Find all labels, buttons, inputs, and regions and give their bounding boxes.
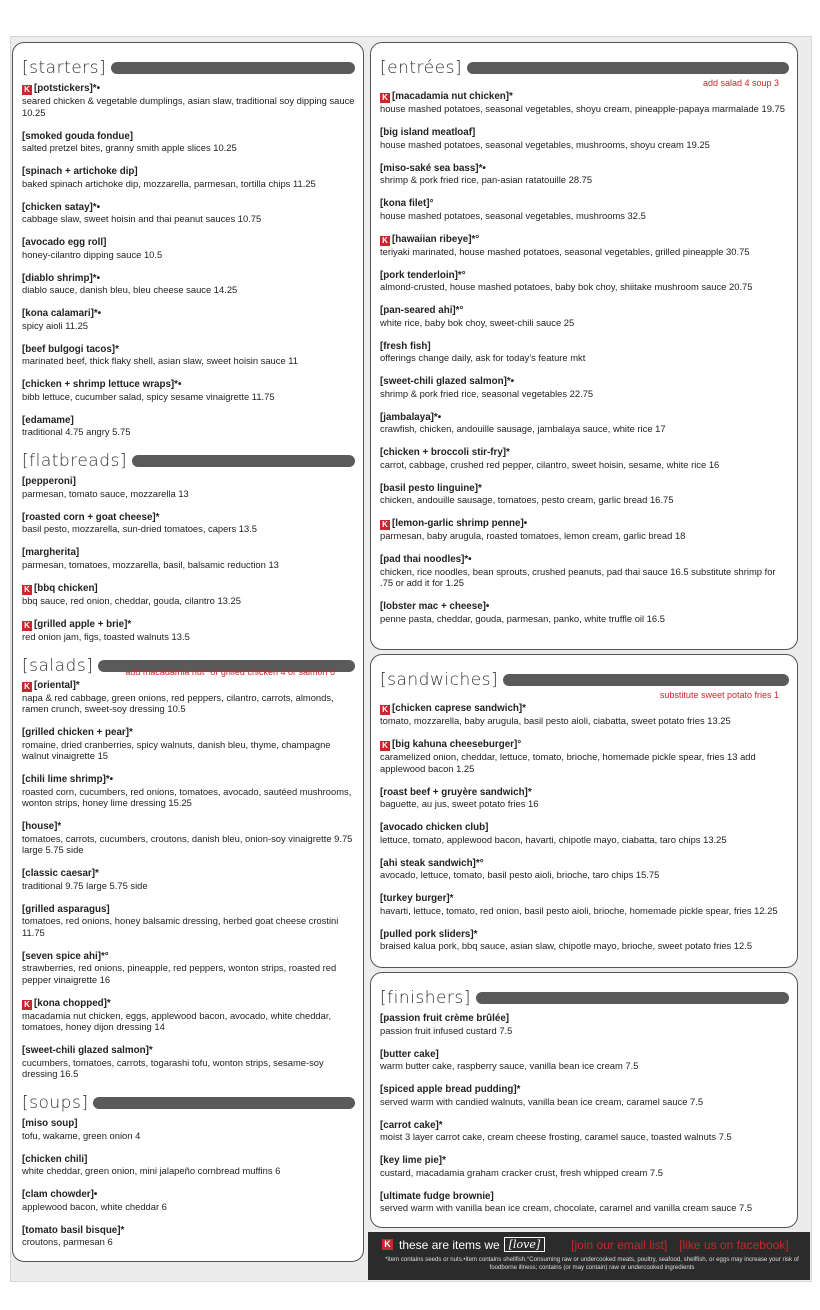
- menu-item-name: [pan-seared ahi]*°: [380, 305, 464, 316]
- menu-item-description: tomatoes, carrots, cucumbers, croutons, danish bleu, onion-soy vinaigrette 9.75 large 5.75 side: [22, 832, 353, 855]
- kids-friendly-badge-icon: K: [380, 705, 390, 715]
- menu-item: [380, 1118, 789, 1143]
- menu-item: [22, 164, 355, 189]
- facebook-link[interactable]: [like us on facebook]: [679, 1237, 789, 1252]
- menu-item-description: baguette, au jus, sweet potato fries 16: [380, 798, 539, 809]
- menu-item-description: warm butter cake, raspberry sauce, vanilla bean ice cream 7.5: [380, 1060, 639, 1071]
- menu-item: [22, 129, 355, 154]
- menu-item-description: penne pasta, cheddar, gouda, parmesan, panko, white truffle oil 16.5: [380, 612, 665, 624]
- section-bar: [503, 674, 789, 686]
- menu-item: [22, 1152, 355, 1177]
- section-title: [salads]: [22, 655, 94, 676]
- menu-item: [380, 445, 789, 470]
- section-title: [sandwiches]: [380, 670, 499, 690]
- finishers-panel: [370, 972, 798, 1228]
- menu-item: [380, 1011, 789, 1036]
- menu-item-name: [smoked gouda fondue]: [22, 130, 134, 142]
- menu-item-name: [fresh fish]: [380, 340, 431, 352]
- sandwiches-panel: [370, 654, 798, 968]
- menu-item-description: house mashed potatoes, seasonal vegetables, shoyu cream, pineapple-papaya marmalade 19.75: [380, 103, 785, 114]
- menu-item-description: avocado, lettuce, tomato, basil pesto aioli, brioche, taro chips 15.75: [380, 869, 660, 880]
- menu-item-name: [chicken + shrimp lettuce wraps]*•: [22, 379, 182, 390]
- menu-item-description: almond-crusted, house mashed potatoes, baby bok choy, shiitake mushroom sauce 20.75: [380, 281, 753, 292]
- section-title: [finishers]: [380, 988, 471, 1008]
- menu-item-description: teriyaki marinated, house mashed potatoes, seasonal vegetables, grilled pineapple 30.75: [380, 245, 750, 257]
- menu-item-name: [kona chopped]*: [34, 997, 111, 1009]
- menu-item: [22, 413, 355, 438]
- menu-item: [22, 1187, 355, 1212]
- menu-item-description: honey-cilantro dipping sauce 10.5: [22, 248, 163, 260]
- menu-item-description: cabbage slaw, sweet hoisin and thai peanut sauces 10.75: [22, 213, 262, 224]
- kids-friendly-badge-icon: K: [22, 1000, 32, 1010]
- menu-item-description: roasted corn, cucumbers, red onions, tomatoes, avocado, sautéed mushrooms, wonton strips, honey lime dressing 15.25: [22, 785, 352, 808]
- flatbreads-list: [22, 474, 355, 642]
- menu-item: [380, 891, 789, 916]
- menu-item-name: [oriental]*: [34, 679, 80, 691]
- entrees-panel: [370, 42, 798, 650]
- menu-item-name: [sweet-chili glazed salmon]*•: [380, 376, 515, 387]
- menu-item-name: [house]*: [22, 821, 62, 832]
- menu-item: [22, 581, 355, 607]
- menu-item: [22, 866, 355, 891]
- entrees-list: [380, 89, 789, 624]
- menu-item-name: [avocado egg roll]: [22, 237, 107, 248]
- menu-item-name: [bbq chicken]: [34, 582, 98, 594]
- kids-friendly-badge-icon: K: [380, 93, 390, 103]
- kids-friendly-badge-icon: K: [380, 520, 390, 530]
- menu-item-description: havarti, lettuce, tomato, red onion, basil pesto aioli, brioche, homemade pickle spear, fries 12.25: [380, 904, 778, 916]
- menu-item-name: [big kahuna cheeseburger]°: [392, 739, 522, 750]
- menu-item: [380, 927, 789, 952]
- menu-item-name: [grilled chicken + pear]*: [22, 727, 133, 738]
- menu-item-description: shrimp & pork fried rice, seasonal vegetables 22.75: [380, 387, 594, 399]
- menu-item-description: tomatoes, red onions, honey balsamic dressing, herbed goat cheese crostini 11.75: [22, 915, 339, 938]
- menu-item-description: caramelized onion, cheddar, lettuce, tomato, brioche, homemade pickle spear, fries 13 add applewood bacon 1.25: [380, 751, 756, 774]
- menu-item-description: cucumbers, tomatoes, carrots, togarashi tofu, wonton strips, sesame-soy dressing 16.5: [22, 1056, 324, 1079]
- menu-item-description: bbq sauce, red onion, cheddar, gouda, cilantro 13.25: [22, 594, 241, 606]
- menu-item-description: served warm with vanilla bean ice cream, chocolate, caramel and vanilla cream sauce 7.5: [380, 1202, 753, 1213]
- menu-item-description: chicken, rice noodles, bean sprouts, crushed peanuts, pad thai sauce 16.5 substitute shrimp for .75 or add it for 1.25: [380, 565, 776, 588]
- menu-item: [22, 377, 355, 402]
- menu-item-description: white rice, baby bok choy, sweet-chili sauce 25: [380, 316, 575, 328]
- menu-item-description: moist 3 layer carrot cake, cream cheese frosting, caramel sauce, toasted walnuts 7.5: [380, 1131, 732, 1142]
- menu-item-description: chicken, andouille sausage, tomatoes, pesto cream, garlic bread 16.75: [380, 494, 674, 505]
- menu-item-description: bibb lettuce, cucumber salad, spicy sesame vinaigrette 11.75: [22, 390, 275, 402]
- menu-item-name: [lemon-garlic shrimp penne]•: [392, 518, 528, 529]
- menu-item: [380, 161, 789, 186]
- section-bar: [467, 62, 789, 74]
- section-bar: [132, 455, 355, 467]
- menu-item-name: [beef bulgogi tacos]*: [22, 343, 119, 355]
- starters-header: [22, 55, 355, 81]
- menu-item-name: [diablo shrimp]*•: [22, 272, 100, 284]
- menu-item: [380, 820, 789, 845]
- left-menu-panel: [12, 42, 364, 1262]
- menu-item-name: [jambalaya]*•: [380, 411, 442, 423]
- menu-item-description: baked spinach artichoke dip, mozzarella, parmesan, tortilla chips 11.25: [22, 177, 316, 189]
- menu-item-name: [key lime pie]*: [380, 1155, 446, 1166]
- menu-item-name: [macadamia nut chicken]*: [392, 91, 513, 102]
- menu-item-name: [avocado chicken club]: [380, 822, 489, 833]
- finishers-list: [380, 1011, 789, 1214]
- footer-text: these are items we: [399, 1237, 500, 1252]
- menu-item-description: salted pretzel bites, granny smith apple slices 10.25: [22, 142, 237, 153]
- menu-item: [380, 339, 789, 364]
- menu-item-name: [miso soup]: [22, 1118, 78, 1129]
- menu-item: [380, 599, 789, 624]
- menu-item-description: offerings change daily, ask for today’s feature mkt: [380, 352, 586, 363]
- menu-item-description: traditional 4.75 angry 5.75: [22, 426, 131, 437]
- menu-item: [22, 306, 355, 331]
- menu-item-name: [big island meatloaf]: [380, 127, 476, 138]
- menu-item: [22, 772, 355, 809]
- menu-item-description: applewood bacon, white cheddar 6: [22, 1200, 167, 1212]
- kids-friendly-badge-icon: K: [382, 1239, 393, 1250]
- soups-header: [22, 1090, 355, 1116]
- menu-item-name: [tomato basil bisque]*: [22, 1224, 125, 1236]
- legend-footer: [368, 1232, 810, 1280]
- menu-item-name: [edamame]: [22, 414, 74, 426]
- menu-item-name: [sweet-chili glazed salmon]*: [22, 1045, 153, 1056]
- section-title: [soups]: [22, 1093, 89, 1113]
- menu-item-name: [kona filet]°: [380, 198, 434, 209]
- menu-item: [380, 516, 789, 542]
- section-bar: [93, 1097, 355, 1109]
- menu-item-name: [classic caesar]*: [22, 868, 99, 879]
- menu-item-description: lettuce, tomato, applewood bacon, havarti, chipotle mayo, ciabatta, taro chips 13.25: [380, 833, 727, 845]
- menu-item: [380, 374, 789, 399]
- menu-item-description: tomato, mozzarella, baby arugula, basil pesto aioli, ciabatta, sweet potato fries 13.25: [380, 715, 731, 726]
- menu-item: [380, 1189, 789, 1214]
- menu-item: [22, 1223, 355, 1248]
- menu-item: [380, 1153, 789, 1178]
- menu-item-description: macadamia nut chicken, eggs, applewood bacon, avocado, white cheddar, tomatoes, honey dijon dressing 14: [22, 1009, 332, 1032]
- menu-item-name: [roasted corn + goat cheese]*: [22, 511, 160, 523]
- menu-item: [22, 235, 355, 260]
- menu-item-description: carrot, cabbage, crushed red pepper, cilantro, sweet hoisin, sesame, white rice 16: [380, 458, 720, 470]
- menu-item-name: [grilled apple + brie]*: [34, 618, 132, 630]
- menu-item-name: [potstickers]*•: [34, 83, 101, 94]
- entrees-note: add salad 4 soup 3: [702, 78, 779, 88]
- menu-item-name: [margherita]: [22, 547, 80, 558]
- menu-item-description: croutons, parmesan 6: [22, 1236, 113, 1247]
- menu-item: [22, 1043, 355, 1080]
- menu-item: [380, 737, 789, 774]
- menu-item: [380, 785, 789, 810]
- menu-item-name: [carrot cake]*: [380, 1119, 443, 1131]
- menu-item-description: passion fruit infused custard 7.5: [380, 1024, 513, 1036]
- menu-item-description: parmesan, tomatoes, mozzarella, basil, balsamic reduction 13: [22, 558, 279, 570]
- menu-item-description: marinated beef, thick flaky shell, asian slaw, sweet hoisin sauce 11: [22, 355, 299, 366]
- menu-item-description: tofu, wakame, green onion 4: [22, 1129, 141, 1141]
- salads-note: add macadamia nut* or grilled chicken 4 or salmon 6: [125, 666, 335, 677]
- menu-item-name: [seven spice ahi]*°: [22, 950, 109, 962]
- menu-item: [380, 481, 789, 506]
- menu-item-description: braised kalua pork, bbq sauce, asian slaw, chipotle mayo, brioche, sweet potato fries 12.5: [380, 940, 753, 951]
- menu-item: [22, 200, 355, 225]
- menu-item-description: seared chicken & vegetable dumplings, asian slaw, traditional soy dipping sauce 10.25: [22, 95, 355, 118]
- menu-item-description: served warm with candied walnuts, vanilla bean ice cream, caramel sauce 7.5: [380, 1095, 704, 1107]
- menu-item-name: [pepperoni]: [22, 476, 76, 487]
- menu-item: [380, 268, 789, 293]
- menu-item-description: custard, macadamia graham cracker crust, fresh whipped cream 7.5: [380, 1166, 663, 1178]
- menu-item-description: traditional 9.75 large 5.75 side: [22, 879, 148, 891]
- kids-friendly-badge-icon: K: [22, 85, 32, 95]
- section-bar: [111, 62, 355, 74]
- section-bar: [476, 992, 789, 1004]
- menu-item: [380, 1082, 789, 1107]
- menu-item-name: [pulled pork sliders]*: [380, 928, 478, 940]
- menu-item: [22, 271, 355, 296]
- menu-item-name: [spiced apple bread pudding]*: [380, 1084, 521, 1095]
- section-title: [flatbreads]: [22, 451, 127, 471]
- menu-item-name: [pork tenderloin]*°: [380, 269, 466, 281]
- menu-item: [380, 410, 789, 435]
- menu-item-name: [roast beef + gruyère sandwich]*: [380, 786, 532, 798]
- flatbreads-header: [22, 448, 355, 474]
- menu-item: [380, 701, 789, 727]
- menu-item-name: [kona calamari]*•: [22, 308, 102, 319]
- menu-item-description: parmesan, baby arugula, roasted tomatoes, lemon cream, garlic bread 18: [380, 530, 686, 541]
- menu-item-name: [chicken satay]*•: [22, 201, 101, 213]
- menu-item-description: house mashed potatoes, seasonal vegetables, mushrooms, shoyu cream 19.25: [380, 138, 710, 150]
- menu-item-name: [chicken + broccoli stir-fry]*: [380, 447, 510, 458]
- menu-item-name: [chicken chili]: [22, 1153, 88, 1165]
- menu-item-name: [hawaiian ribeye]*°: [392, 233, 480, 245]
- menu-item-name: [ahi steak sandwich]*°: [380, 857, 484, 869]
- menu-item: [22, 342, 355, 367]
- kids-friendly-badge-icon: K: [380, 236, 390, 246]
- allergen-fine-print: *item contains seeds or nuts.•item contains shellfish.°Consuming raw or undercooked meats, poultry, seafood, shellfish, or eggs may increase your risk of foodborne illness; contains (or may contain) raw or undercooked ingredients: [385, 1256, 799, 1271]
- menu-item-name: [chili lime shrimp]*•: [22, 774, 114, 785]
- menu-item-name: [basil pesto linguine]*: [380, 482, 482, 494]
- menu-item: [22, 725, 355, 762]
- kids-friendly-badge-icon: K: [22, 682, 32, 692]
- menu-item-description: parmesan, tomato sauce, mozzarella 13: [22, 487, 189, 499]
- menu-item-name: [ultimate fudge brownie]: [380, 1190, 494, 1202]
- menu-item: [380, 856, 789, 881]
- menu-item-name: [spinach + artichoke dip]: [22, 166, 138, 177]
- menu-item-description: white cheddar, green onion, mini jalapeño cornbread muffins 6: [22, 1165, 281, 1176]
- menu-item: [22, 1116, 355, 1141]
- menu-item: [22, 81, 355, 118]
- menu-item-description: romaine, dried cranberries, spicy walnuts, danish bleu, thyme, champagne walnut vinaigrette 15: [22, 738, 331, 761]
- menu-item: [380, 1047, 789, 1072]
- email-list-link[interactable]: [join our email list]: [571, 1237, 668, 1252]
- menu-item-name: [clam chowder]•: [22, 1189, 98, 1200]
- menu-item-name: [pad thai noodles]*•: [380, 554, 472, 565]
- menu-item-name: [miso-saké sea bass]*•: [380, 162, 486, 174]
- salads-list: [22, 678, 355, 1080]
- menu-item: [22, 819, 355, 856]
- kids-friendly-badge-icon: K: [22, 585, 32, 595]
- menu-item: [380, 125, 789, 150]
- kids-friendly-badge-icon: K: [22, 621, 32, 631]
- menu-item: [22, 545, 355, 570]
- menu-item-description: shrimp & pork fried rice, pan-asian ratatouille 28.75: [380, 174, 593, 185]
- menu-item-name: [grilled asparagus]: [22, 903, 110, 915]
- menu-item-description: crawfish, chicken, andouille sausage, jambalaya sauce, white rice 17: [380, 423, 666, 434]
- sandwiches-note: substitute sweet potato fries 1: [659, 690, 779, 700]
- section-title: [entrées]: [380, 58, 463, 78]
- kids-friendly-badge-icon: K: [380, 741, 390, 751]
- menu-item-description: diablo sauce, danish bleu, bleu cheese sauce 14.25: [22, 284, 238, 295]
- menu-item: [380, 89, 789, 115]
- menu-item: [380, 196, 789, 221]
- menu-item-name: [lobster mac + cheese]•: [380, 601, 490, 612]
- menu-item: [22, 902, 355, 939]
- menu-item-name: [turkey burger]*: [380, 893, 454, 904]
- love-label: [love]: [504, 1237, 545, 1252]
- menu-item: [22, 949, 355, 986]
- menu-item-name: [butter cake]: [380, 1048, 439, 1060]
- menu-item: [380, 232, 789, 258]
- finishers-header: [380, 985, 789, 1011]
- menu-item-name: [chicken caprese sandwich]*: [392, 703, 526, 714]
- menu-item-description: red onion jam, figs, toasted walnuts 13.5: [22, 630, 190, 642]
- sandwiches-list: [380, 701, 789, 952]
- menu-item-name: [passion fruit crème brûlée]: [380, 1013, 510, 1024]
- menu-item-description: napa & red cabbage, green onions, red peppers, cilantro, carrots, almonds, ramen crunch, sweet-soy dressing 10.5: [22, 691, 334, 714]
- menu-item-description: strawberries, red onions, pineapple, red peppers, wonton strips, roasted red pepper vinaigrette 16: [22, 962, 337, 985]
- menu-item: [22, 617, 355, 643]
- menu-item: [22, 510, 355, 535]
- menu-item-description: spicy aioli 11.25: [22, 319, 89, 331]
- starters-list: [22, 81, 355, 438]
- section-title: [starters]: [22, 58, 107, 78]
- menu-item: [380, 552, 789, 589]
- menu-item: [22, 996, 355, 1033]
- soups-list: [22, 1116, 355, 1248]
- menu-item: [380, 303, 789, 328]
- menu-item-description: basil pesto, mozzarella, sun-dried tomatoes, capers 13.5: [22, 523, 258, 534]
- menu-item: [22, 474, 355, 499]
- menu-item-description: house mashed potatoes, seasonal vegetables, mushrooms 32.5: [380, 209, 646, 221]
- menu-item: [22, 678, 355, 715]
